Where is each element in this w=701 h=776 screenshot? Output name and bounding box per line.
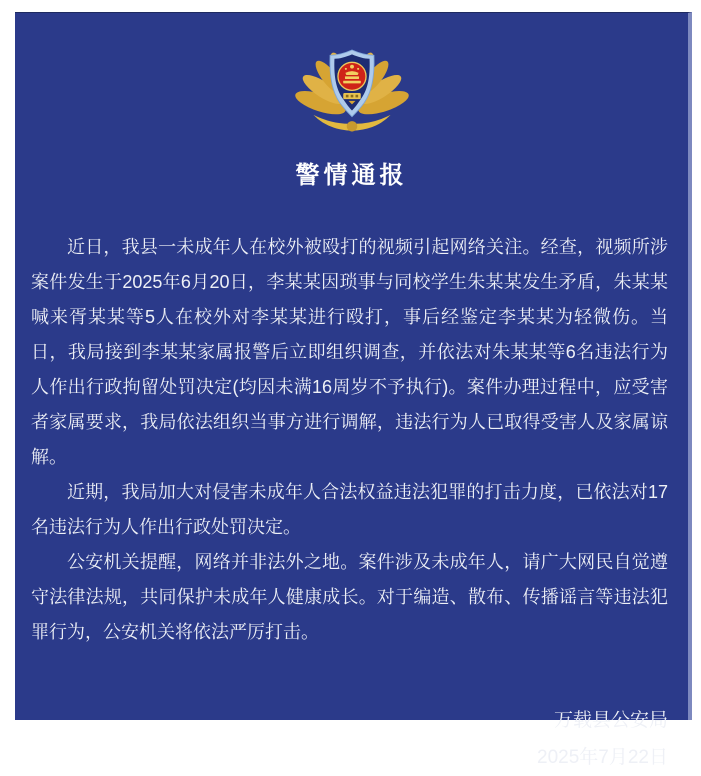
- police-notice-panel: [15, 12, 692, 768]
- emblem-knot: [346, 121, 357, 132]
- notice-body: [31, 230, 668, 650]
- notice-paragraph-1: 近日，我县一未成年人在校外被殴打的视频引起网络关注。经查，视频所涉案件发生于2025年6月20日，李某某因琐事与同校学生朱某某发生矛盾，朱某某喊来胥某某等5人在校外对李某某进行殴打，事后经鉴定李某某为轻微伤。当日，我局接到李某某家属报警后立即组织调查，并依法对朱某某等6名违法行为人作出行政拘留处罚决定(均因未满16周岁不予执行)。案件办理过程中，应受害者家属要求，我局依法组织当事方进行调解，违法行为人已取得受害人及家属谅解。: [31, 237, 668, 467]
- issue-date: 2025年7月22日: [537, 747, 668, 768]
- signature-block: [15, 702, 668, 776]
- police-emblem-icon: [290, 43, 414, 143]
- notice-paragraph-3: 公安机关提醒，网络并非法外之地。案件涉及未成年人，请广大网民自觉遵守法律法规，共同保护未成年人健康成长。对于编造、散布、传播谣言等违法犯罪行为，公安机关将依法严厉打击。: [31, 552, 668, 642]
- notice-paragraph-2: 近期，我局加大对侵害未成年人合法权益违法犯罪的打击力度，已依法对17名违法行为人作出行政处罚决定。: [31, 482, 668, 537]
- issuing-authority: 万载县公安局: [553, 710, 668, 731]
- notice-title: 警情通报: [295, 162, 408, 189]
